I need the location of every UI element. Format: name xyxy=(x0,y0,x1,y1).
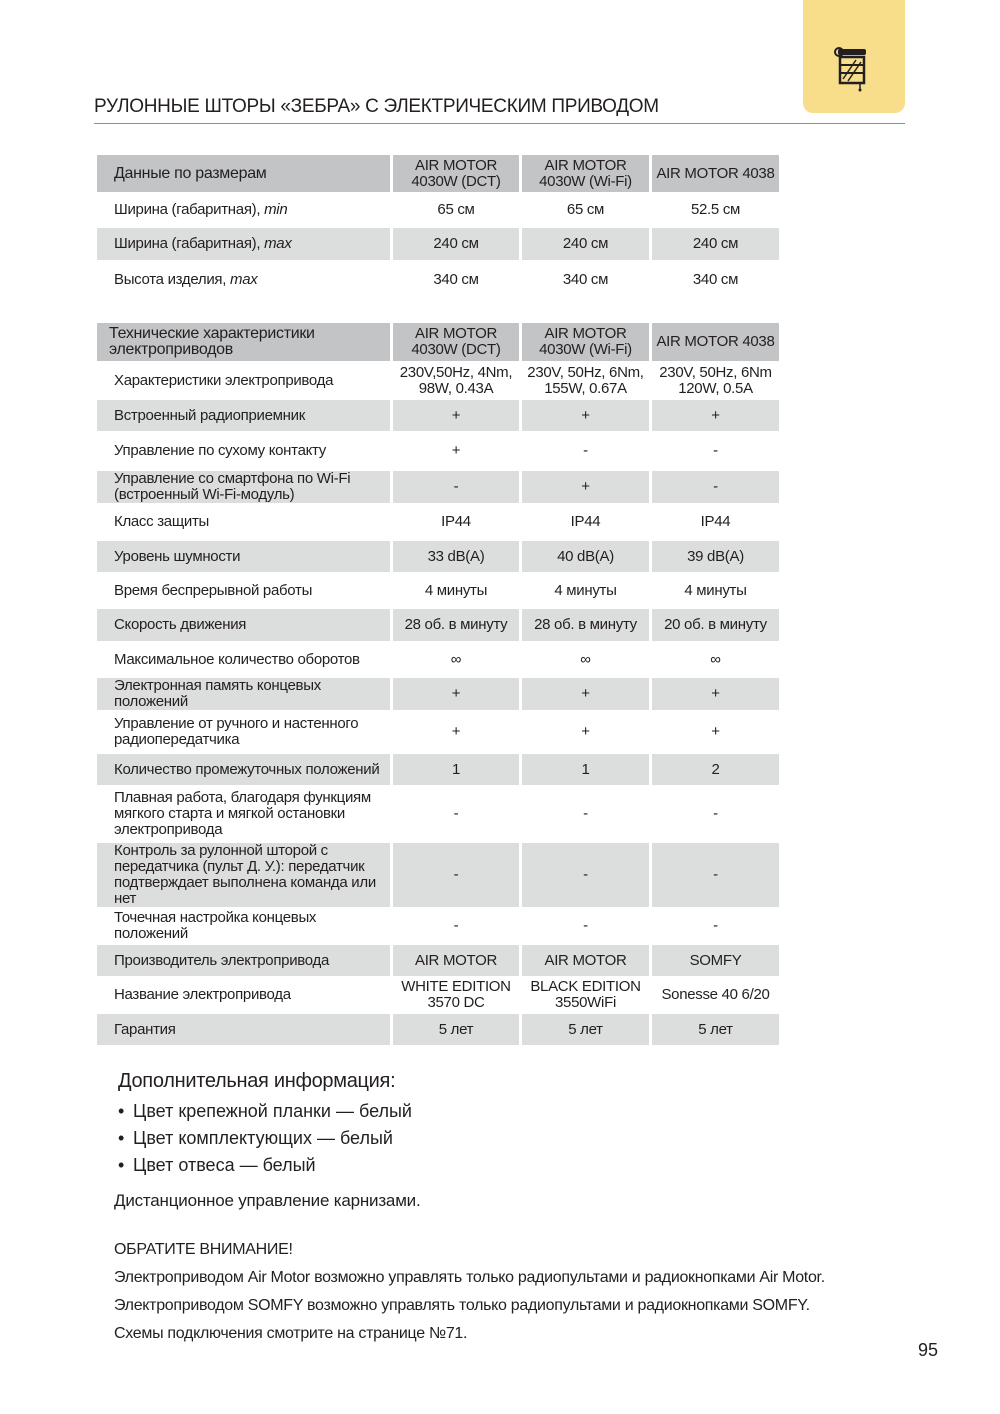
dimensions-header-label: Данные по размерам xyxy=(97,155,390,192)
row-label: Уровень шумности xyxy=(97,541,390,572)
row-value: - xyxy=(652,471,779,503)
specs-header-col-1: AIR MOTOR 4030W (DCT) xyxy=(393,323,519,361)
dimensions-header-col-3: AIR MOTOR 4038 xyxy=(652,155,779,192)
row-label: Точечная настройка концевых положений xyxy=(114,909,317,942)
row-label: Класс защиты xyxy=(114,513,209,530)
row-label: Максимальное количество оборотов xyxy=(114,650,360,668)
row-value: + xyxy=(522,471,649,503)
table-row xyxy=(97,400,779,431)
page-number: 95 xyxy=(918,1340,939,1360)
row-label: Плавная работа, благодаря функциям мягкого старта и мягкой остановки электропривода xyxy=(114,789,371,838)
row-value: ∞ xyxy=(710,650,721,668)
roller-blind-icon xyxy=(834,45,872,93)
row-value: IP44 xyxy=(700,513,731,530)
row-value: + xyxy=(652,400,779,431)
row-label: Количество промежуточных положений xyxy=(97,754,390,785)
row-value: ∞ xyxy=(580,650,591,668)
row-value: AIR MOTOR xyxy=(522,945,649,976)
dimensions-header-col-1: AIR MOTOR 4030W (DCT) xyxy=(393,155,519,192)
row-label: Управление по сухому контакту xyxy=(114,442,326,459)
row-value: 52.5 см xyxy=(690,201,741,218)
remote-control-note: Дистанционное управление карнизами. xyxy=(114,1191,421,1210)
row-value: 65 см xyxy=(566,201,605,218)
row-label: Производитель электропривода xyxy=(97,945,390,976)
specs-table xyxy=(94,320,782,1048)
row-value: - xyxy=(713,442,718,459)
specs-header-row xyxy=(97,323,779,361)
row-label: Название электропривода xyxy=(114,986,291,1003)
table-row xyxy=(97,1014,779,1045)
row-value: 230V, 50Hz, 6Nm 120W, 0.5A xyxy=(659,363,772,397)
specs-header-col-3: AIR MOTOR 4038 xyxy=(652,323,779,361)
specs-header-col-2: AIR MOTOR 4030W (Wi-Fi) xyxy=(522,323,649,361)
specs-header-label: Технические характеристики электроприводов xyxy=(97,323,390,361)
row-value: 28 об. в минуту xyxy=(522,609,649,641)
row-value: 2 xyxy=(652,754,779,785)
row-value: 4 минуты xyxy=(424,581,488,599)
row-value: 340 см xyxy=(433,270,479,288)
table-row xyxy=(97,979,779,1011)
dimensions-table xyxy=(94,152,782,299)
row-value: ∞ xyxy=(450,650,462,668)
table-row xyxy=(97,541,779,572)
row-label: Высота изделия, max xyxy=(114,270,258,288)
row-value: 5 лет xyxy=(522,1014,649,1045)
row-value: + xyxy=(393,678,519,710)
notice-block xyxy=(114,1236,825,1348)
notice-heading: ОБРАТИТЕ ВНИМАНИЕ! xyxy=(114,1241,293,1258)
table-row xyxy=(97,471,779,503)
row-value: + xyxy=(451,442,461,459)
row-value: 4 минуты xyxy=(554,581,617,599)
row-value: 40 dB(A) xyxy=(522,541,649,572)
row-value: - xyxy=(713,917,718,934)
row-label: Ширина (габаритная), max xyxy=(97,228,390,260)
table-row xyxy=(97,713,779,751)
row-label: Управление со смартфона по Wi-Fi (встроенный Wi-Fi-модуль) xyxy=(97,471,390,503)
row-value: + xyxy=(711,723,720,740)
row-value: - xyxy=(453,805,459,822)
table-row xyxy=(97,754,779,785)
row-value: 240 см xyxy=(393,228,519,260)
table-row xyxy=(97,575,779,606)
row-label: Контроль за рулонной шторой с передатчика (пульт Д. У.): передатчик подтверждает выполнена команда или нет xyxy=(97,843,390,907)
row-value: - xyxy=(583,917,588,934)
table-row xyxy=(97,506,779,538)
row-value: 39 dB(A) xyxy=(652,541,779,572)
row-value: + xyxy=(652,678,779,710)
row-value: - xyxy=(652,843,779,907)
row-value: 5 лет xyxy=(652,1014,779,1045)
row-value: 240 см xyxy=(522,228,649,260)
additional-info-list xyxy=(118,1098,412,1179)
table-row xyxy=(97,788,779,840)
row-value: + xyxy=(393,400,519,431)
additional-info-title: Дополнительная информация: xyxy=(118,1070,396,1092)
row-value: - xyxy=(393,471,519,503)
notice-line: Электроприводом Air Motor возможно управлять только радиопультами и радиокнопками Air Motor. xyxy=(114,1269,825,1286)
row-value: - xyxy=(583,805,588,822)
row-value: 230V,50Hz, 4Nm, 98W, 0.43A xyxy=(399,363,513,397)
table-row xyxy=(97,263,779,296)
row-label: Характеристики электропривода xyxy=(114,371,334,389)
list-item: • Цвет отвеса — белый xyxy=(118,1155,316,1175)
list-item: • Цвет крепежной планки — белый xyxy=(118,1101,412,1121)
row-value: IP44 xyxy=(441,513,471,530)
table-row xyxy=(97,644,779,675)
row-value: 340 см xyxy=(562,270,609,288)
row-value: + xyxy=(522,400,649,431)
row-value: 230V, 50Hz, 6Nm, 155W, 0.67A xyxy=(527,363,644,397)
row-value: IP44 xyxy=(570,513,601,530)
notice-line: Электроприводом SOMFY возможно управлять только радиопультами и радиокнопками SOMFY. xyxy=(114,1297,810,1314)
row-value: BLACK EDITION 3550WiFi xyxy=(530,978,641,1011)
row-value: - xyxy=(713,805,718,822)
row-value: 28 об. в минуту xyxy=(393,609,519,641)
table-row xyxy=(97,195,779,225)
row-value: + xyxy=(581,723,590,740)
title-divider xyxy=(94,123,905,124)
section-tab-badge xyxy=(803,0,905,113)
dimensions-header-col-2: AIR MOTOR 4030W (Wi-Fi) xyxy=(522,155,649,192)
row-label: Время беспрерывной работы xyxy=(114,581,313,599)
row-value: WHITE EDITION 3570 DC xyxy=(401,978,511,1011)
row-value: Sonesse 40 6/20 xyxy=(661,986,770,1003)
row-value: - xyxy=(453,917,459,934)
row-value: 20 об. в минуту xyxy=(652,609,779,641)
row-value: 1 xyxy=(522,754,649,785)
row-value: SOMFY xyxy=(652,945,779,976)
table-row xyxy=(97,678,779,710)
row-value: + xyxy=(451,723,461,740)
row-value: 5 лет xyxy=(393,1014,519,1045)
row-value: 65 см xyxy=(437,201,475,218)
row-label: Встроенный радиоприемник xyxy=(97,400,390,431)
row-value: - xyxy=(522,843,649,907)
list-item: • Цвет комплектующих — белый xyxy=(118,1128,393,1148)
row-value: + xyxy=(522,678,649,710)
row-value: - xyxy=(393,843,519,907)
row-value: - xyxy=(583,442,588,459)
row-value: AIR MOTOR xyxy=(393,945,519,976)
row-value: 240 см xyxy=(652,228,779,260)
table-row xyxy=(97,228,779,260)
table-row xyxy=(97,434,779,468)
row-label: Гарантия xyxy=(97,1014,390,1045)
row-label: Электронная память концевых положений xyxy=(97,678,390,710)
row-label: Ширина (габаритная), min xyxy=(114,201,288,218)
table-row xyxy=(97,843,779,907)
row-label: Скорость движения xyxy=(97,609,390,641)
table-row xyxy=(97,945,779,976)
row-value: 340 см xyxy=(692,270,739,288)
row-value: 4 минуты xyxy=(684,581,747,599)
row-value: 1 xyxy=(393,754,519,785)
dimensions-header-row xyxy=(97,155,779,192)
row-value: 33 dB(A) xyxy=(393,541,519,572)
table-row xyxy=(97,364,779,397)
table-row xyxy=(97,910,779,942)
row-label: Управление от ручного и настенного радиопередатчика xyxy=(114,715,359,748)
page-title: РУЛОННЫЕ ШТОРЫ «ЗЕБРА» С ЭЛЕКТРИЧЕСКИМ ПРИВОДОМ xyxy=(94,96,659,117)
table-row xyxy=(97,609,779,641)
notice-line: Схемы подключения смотрите на странице №71. xyxy=(114,1325,468,1342)
